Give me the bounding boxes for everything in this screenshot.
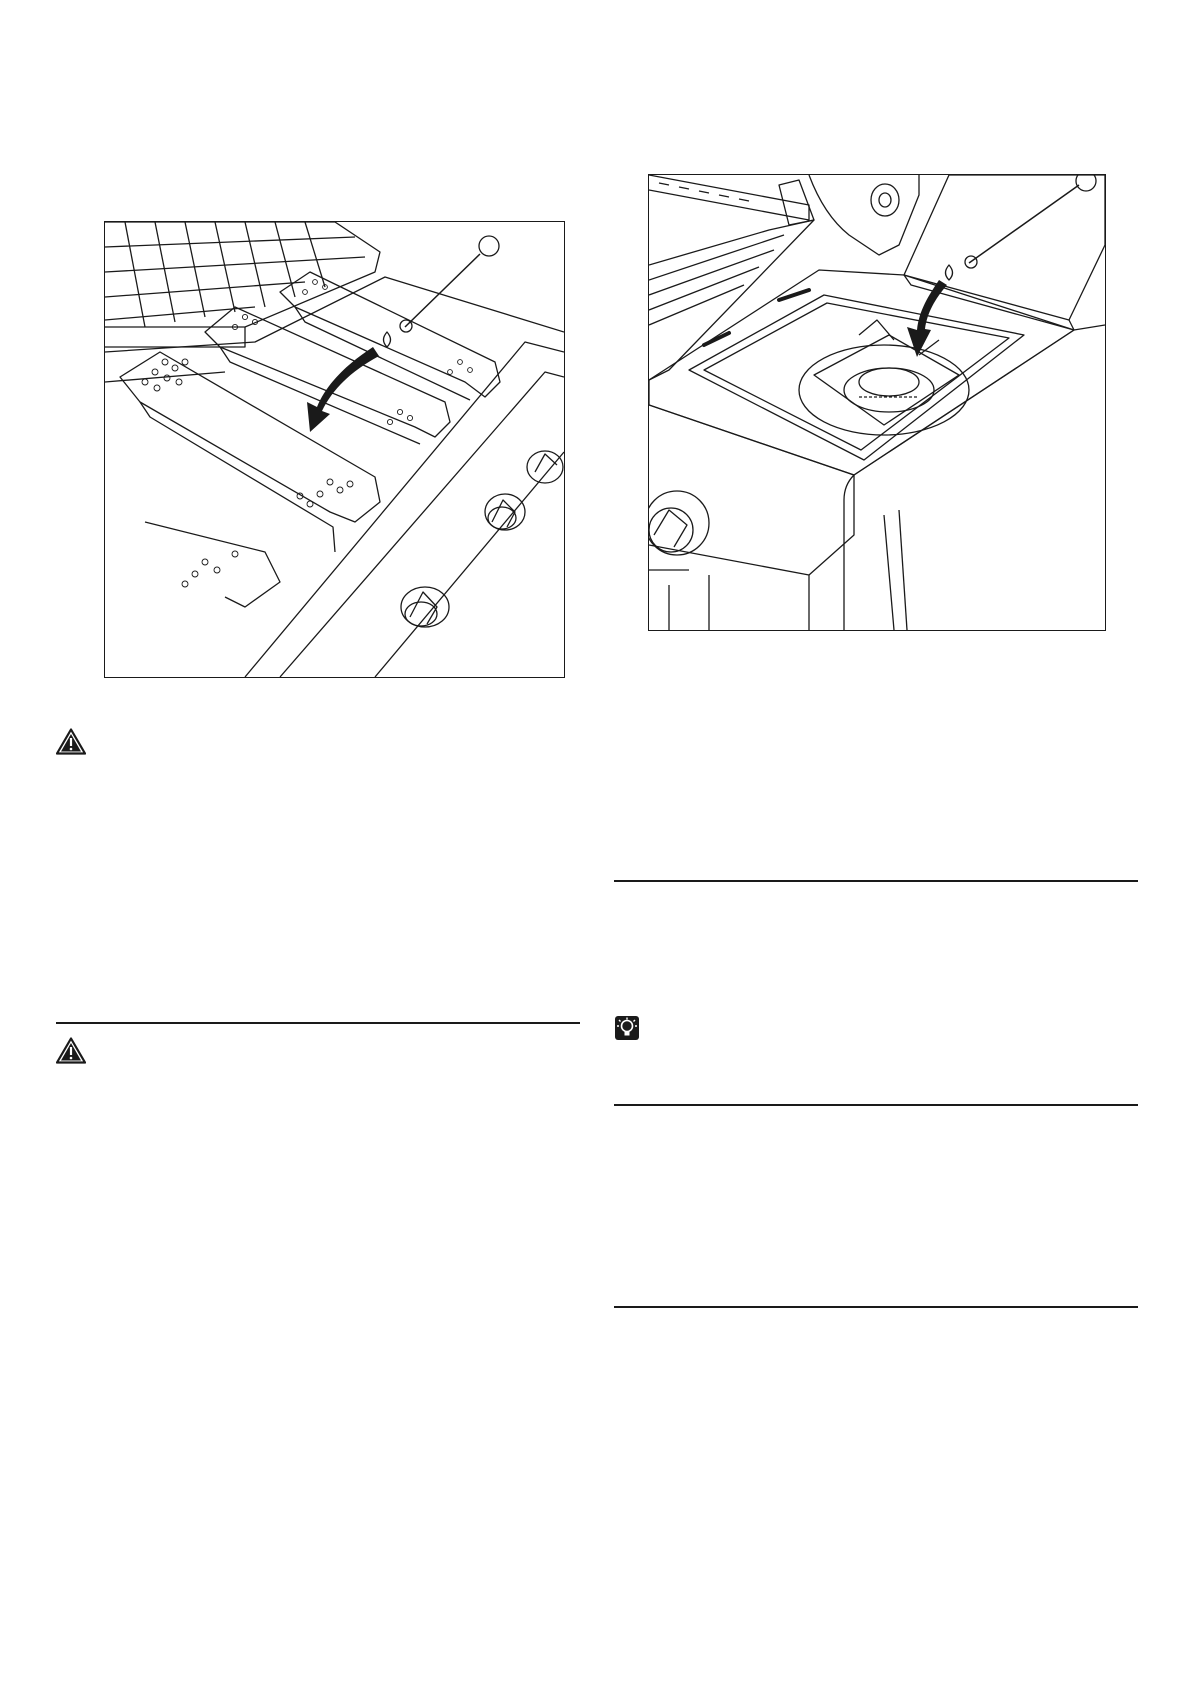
section-divider	[614, 880, 1138, 882]
cooking-grate	[105, 222, 380, 347]
control-knob	[485, 494, 525, 530]
control-knob	[401, 587, 449, 627]
burner-lighting-illustration	[105, 222, 564, 677]
warning-triangle-icon	[56, 728, 86, 755]
match-holder-rod	[405, 254, 480, 327]
section-divider	[614, 1104, 1138, 1106]
section-divider	[614, 1306, 1138, 1308]
match-holder-ring	[479, 236, 499, 256]
side-burner-grate	[799, 320, 969, 435]
match-holder-ring	[1076, 175, 1096, 191]
direction-arrow	[307, 347, 379, 432]
side-burner-head	[844, 368, 934, 412]
side-burner-illustration	[649, 175, 1105, 630]
control-knob	[527, 451, 563, 483]
warning-triangle-icon	[56, 1037, 86, 1064]
match-holder-rod	[969, 185, 1079, 263]
control-knob	[649, 491, 709, 555]
section-divider	[56, 1022, 580, 1024]
side-burner-lid	[904, 175, 1105, 330]
figure-side-burner-lighting	[648, 174, 1106, 631]
figure-burner-lighting	[104, 221, 565, 678]
lightbulb-tip-icon	[614, 1015, 640, 1041]
